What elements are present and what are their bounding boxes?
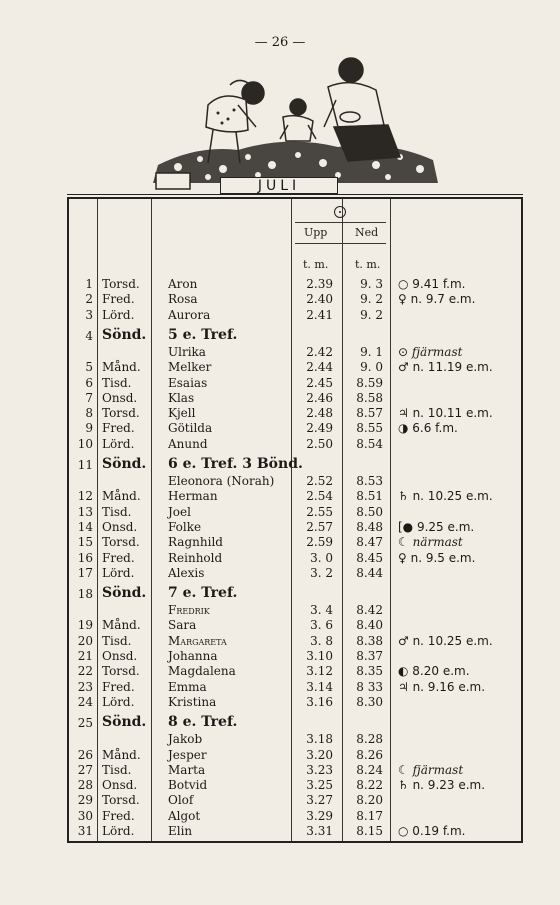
table-row — [0, 634, 560, 650]
name-day: Ulrika — [168, 344, 206, 359]
table-row — [0, 664, 560, 680]
sunset-time: 8.44 — [356, 565, 383, 580]
table-row — [0, 778, 560, 794]
weekday: Lörd. — [102, 436, 135, 451]
day-number: 15 — [77, 535, 93, 550]
table-row — [0, 474, 560, 490]
day-number: 8 — [85, 406, 93, 421]
name-day: Kjell — [168, 406, 196, 421]
sunrise-time: 3. 4 — [310, 603, 333, 618]
name-day: Johanna — [168, 649, 218, 663]
day-number: 21 — [77, 649, 93, 663]
sun-icon — [334, 206, 346, 218]
sunset-time: 8.24 — [356, 762, 383, 777]
sunrise-time: 3.23 — [306, 762, 333, 777]
weekday: Sönd. — [102, 326, 147, 343]
name-day: Folke — [168, 519, 202, 534]
header-rule — [295, 222, 386, 223]
name-day: Fredrik — [168, 603, 210, 618]
sunset-time: 8.53 — [356, 474, 383, 488]
day-number: 16 — [77, 550, 93, 565]
table-row — [0, 308, 560, 324]
sunset-time: 8.58 — [356, 390, 383, 405]
astronomical-note: ♂ n. 10.25 e.m. — [398, 633, 493, 648]
day-number: 1 — [85, 277, 93, 291]
sunset-time: 8.45 — [356, 550, 383, 565]
day-number: 28 — [77, 778, 93, 793]
table-row — [0, 566, 560, 582]
astronomical-note: ♃ n. 9.16 e.m. — [398, 679, 486, 694]
weekday: Lörd. — [102, 824, 135, 838]
sunrise-time: 2.55 — [306, 504, 333, 519]
day-number: 23 — [77, 679, 93, 694]
astronomical-note: ☾ närmast — [398, 535, 463, 550]
table-row — [0, 763, 560, 779]
day-number: 20 — [77, 633, 93, 648]
weekday: Onsd. — [102, 519, 138, 534]
weekday: Lörd. — [102, 307, 135, 322]
weekday: Månd. — [102, 747, 141, 762]
name-day: Klas — [168, 390, 195, 405]
header-rule — [295, 243, 386, 244]
sunrise-time: 3.16 — [306, 694, 333, 709]
name-day: Götilda — [168, 421, 213, 436]
weekday: Fred. — [102, 679, 135, 694]
day-number: 5 — [85, 360, 93, 375]
sunrise-time: 3.20 — [306, 747, 333, 762]
gardening-children-illustration — [138, 55, 448, 195]
weekday: Torsd. — [102, 406, 140, 421]
sunset-time: 8.37 — [356, 649, 383, 663]
weekday: Fred. — [102, 808, 135, 823]
sunset-time: 8.59 — [356, 375, 383, 390]
sunset-time: 9. 0 — [360, 360, 383, 375]
astronomical-note: ⊙ fjärmast — [398, 344, 463, 359]
page-rule — [67, 194, 523, 195]
astronomical-note: ◐ 8.20 e.m. — [398, 664, 470, 679]
day-number: 10 — [77, 436, 93, 451]
name-day: Olof — [168, 793, 194, 808]
sunset-time: 8.26 — [356, 747, 383, 762]
astronomical-note: ○ 0.19 f.m. — [398, 824, 466, 838]
name-day: Esaias — [168, 375, 208, 390]
name-day: Reinhold — [168, 550, 223, 565]
sunset-time: 8.38 — [356, 633, 383, 648]
sunset-time: 8.28 — [356, 732, 383, 747]
name-day: Algot — [168, 808, 201, 823]
name-day: Herman — [168, 489, 218, 504]
unit-ned: t. m. — [355, 258, 381, 271]
day-number: 2 — [85, 292, 93, 307]
sunrise-time: 2.46 — [306, 390, 333, 405]
weekday: Månd. — [102, 360, 141, 375]
sunrise-time: 3.27 — [306, 793, 333, 808]
name-day: Elin — [168, 824, 193, 838]
day-number: 3 — [85, 307, 93, 322]
name-day: Jesper — [168, 747, 207, 762]
name-day: Sara — [168, 618, 197, 633]
table-row — [0, 809, 560, 825]
sunset-time: 8.48 — [356, 519, 383, 534]
weekday: Fred. — [102, 292, 135, 307]
page-number: — 26 — — [254, 35, 306, 50]
weekday: Sönd. — [102, 585, 147, 602]
name-day: Aron — [168, 277, 198, 291]
table-row — [0, 680, 560, 696]
weekday: Onsd. — [102, 390, 138, 405]
day-number: 22 — [77, 664, 93, 679]
sunrise-time: 3.29 — [306, 808, 333, 823]
sunrise-time: 3.12 — [306, 664, 333, 679]
sunset-time: 8.15 — [356, 824, 383, 838]
sunrise-time: 2.48 — [306, 406, 333, 421]
sunrise-time: 2.45 — [306, 375, 333, 390]
table-row — [0, 376, 560, 392]
table-row — [0, 489, 560, 505]
sunset-time: 8.54 — [356, 436, 383, 451]
table-row — [0, 535, 560, 551]
sunrise-time: 2.41 — [306, 307, 333, 322]
day-number: 14 — [77, 519, 93, 534]
day-number: 26 — [77, 747, 93, 762]
astronomical-note: ♀ n. 9.7 e.m. — [398, 292, 476, 307]
sunday-heading-row — [0, 585, 560, 605]
weekday: Torsd. — [102, 535, 140, 550]
weekday: Tisd. — [102, 762, 132, 777]
sunset-time: 9. 3 — [360, 277, 383, 291]
weekday: Sönd. — [102, 714, 147, 731]
name-day: 5 e. Tref. — [168, 326, 238, 343]
table-row — [0, 277, 560, 293]
astronomical-note: ♄ n. 9.23 e.m. — [398, 778, 486, 793]
sunset-time: 9. 1 — [360, 344, 383, 359]
day-number: 9 — [85, 421, 93, 436]
astronomical-note: ○ 9.41 f.m. — [398, 277, 466, 291]
table-row — [0, 603, 560, 619]
weekday: Månd. — [102, 489, 141, 504]
table-row — [0, 618, 560, 634]
table-row — [0, 748, 560, 764]
table-row — [0, 732, 560, 748]
name-day: Marta — [168, 762, 206, 777]
day-number: 6 — [85, 375, 93, 390]
sunset-time: 8.40 — [356, 618, 383, 633]
sunset-time: 8.50 — [356, 504, 383, 519]
table-row — [0, 345, 560, 361]
weekday: Torsd. — [102, 793, 140, 808]
name-day: Rosa — [168, 292, 198, 307]
name-day: Emma — [168, 679, 207, 694]
weekday: Lörd. — [102, 694, 135, 709]
day-number: 29 — [77, 793, 93, 808]
weekday: Tisd. — [102, 633, 132, 648]
sunrise-time: 2.50 — [306, 436, 333, 451]
sunset-time: 8.55 — [356, 421, 383, 436]
weekday: Tisd. — [102, 375, 132, 390]
day-number: 18 — [77, 587, 93, 602]
sunday-heading-row — [0, 456, 560, 476]
weekday: Lörd. — [102, 565, 135, 580]
table-row — [0, 391, 560, 407]
astronomical-note: ☾ fjärmast — [398, 762, 464, 777]
name-day: Jakob — [168, 732, 203, 747]
sunset-time: 8.30 — [356, 694, 383, 709]
weekday: Fred. — [102, 421, 135, 436]
astronomical-note: ♂ n. 11.19 e.m. — [398, 360, 493, 375]
table-row — [0, 649, 560, 665]
weekday: Onsd. — [102, 778, 138, 793]
name-day: Ragnhild — [168, 535, 223, 550]
sunrise-time: 3.14 — [306, 679, 333, 694]
name-day: 7 e. Tref. — [168, 585, 238, 602]
table-row — [0, 551, 560, 567]
name-day: Melker — [168, 360, 212, 375]
sunrise-time: 2.39 — [306, 277, 333, 291]
sunrise-time: 3.31 — [306, 824, 333, 838]
sunrise-time: 2.59 — [306, 535, 333, 550]
column-header-ned: Ned — [355, 226, 379, 239]
unit-upp: t. m. — [303, 258, 329, 271]
day-number: 24 — [77, 694, 93, 709]
sunrise-time: 2.49 — [306, 421, 333, 436]
sunrise-time: 2.42 — [306, 344, 333, 359]
day-number: 13 — [77, 504, 93, 519]
sunrise-time: 3.18 — [306, 732, 333, 747]
day-number: 11 — [77, 458, 93, 472]
name-day: Botvid — [168, 778, 208, 793]
column-header-upp: Upp — [304, 226, 328, 239]
name-day: 6 e. Tref. 3 Bönd. — [168, 456, 303, 472]
astronomical-note: [● 9.25 e.m. — [398, 519, 475, 534]
sunrise-time: 3. 8 — [310, 633, 333, 648]
name-day: Alexis — [168, 565, 205, 580]
day-number: 19 — [77, 618, 93, 633]
sunset-time: 9. 2 — [360, 307, 383, 322]
day-number: 31 — [77, 824, 93, 838]
weekday: Onsd. — [102, 649, 138, 663]
day-number: 27 — [77, 762, 93, 777]
name-day: Joel — [168, 504, 191, 519]
day-number: 17 — [77, 565, 93, 580]
name-day: Magdalena — [168, 664, 236, 679]
name-day: 8 e. Tref. — [168, 714, 238, 731]
table-row — [0, 824, 560, 840]
table-row — [0, 292, 560, 308]
weekday: Fred. — [102, 550, 135, 565]
sunset-time: 8.22 — [356, 778, 383, 793]
sunrise-time: 3. 2 — [310, 565, 333, 580]
day-number: 7 — [85, 390, 93, 405]
sunrise-time: 2.57 — [306, 519, 333, 534]
day-number: 4 — [85, 328, 93, 343]
table-row — [0, 437, 560, 453]
sunrise-time: 3. 6 — [310, 618, 333, 633]
sunday-heading-row — [0, 327, 560, 347]
day-number: 25 — [77, 716, 93, 731]
sunset-time: 8.57 — [356, 406, 383, 421]
sunset-time: 8.51 — [356, 489, 383, 504]
name-day: Margareta — [168, 633, 227, 648]
sunset-time: 8.47 — [356, 535, 383, 550]
astronomical-note: ◑ 6.6 f.m. — [398, 421, 458, 436]
weekday: Torsd. — [102, 664, 140, 679]
name-day: Aurora — [168, 307, 211, 322]
sunrise-time: 2.52 — [306, 474, 333, 488]
sunset-time: 8.17 — [356, 808, 383, 823]
table-row — [0, 793, 560, 809]
sunday-heading-row — [0, 714, 560, 734]
sunset-time: 9. 2 — [360, 292, 383, 307]
day-number: 12 — [77, 489, 93, 504]
weekday: Månd. — [102, 618, 141, 633]
sunrise-time: 3.10 — [306, 649, 333, 663]
table-row — [0, 421, 560, 437]
weekday: Sönd. — [102, 456, 147, 472]
weekday: Torsd. — [102, 277, 140, 291]
table-row — [0, 406, 560, 422]
table-row — [0, 505, 560, 521]
table-row — [0, 695, 560, 711]
table-row — [0, 360, 560, 376]
sunrise-time: 3.25 — [306, 778, 333, 793]
sunset-time: 8.20 — [356, 793, 383, 808]
day-number: 30 — [77, 808, 93, 823]
table-row — [0, 520, 560, 536]
name-day: Kristina — [168, 694, 217, 709]
sunset-time: 8 33 — [356, 679, 383, 694]
sunset-time: 8.42 — [356, 603, 383, 618]
name-day: Eleonora (Norah) — [168, 474, 275, 488]
sunrise-time: 2.54 — [306, 489, 333, 504]
weekday: Tisd. — [102, 504, 132, 519]
sunrise-time: 3. 0 — [310, 550, 333, 565]
astronomical-note: ♄ n. 10.25 e.m. — [398, 489, 493, 504]
sunset-time: 8.35 — [356, 664, 383, 679]
sunrise-time: 2.44 — [306, 360, 333, 375]
astronomical-note: ♀ n. 9.5 e.m. — [398, 550, 476, 565]
sunrise-time: 2.40 — [306, 292, 333, 307]
name-day: Anund — [168, 436, 208, 451]
month-banner: JULI — [220, 177, 338, 194]
astronomical-note: ♃ n. 10.11 e.m. — [398, 406, 493, 421]
